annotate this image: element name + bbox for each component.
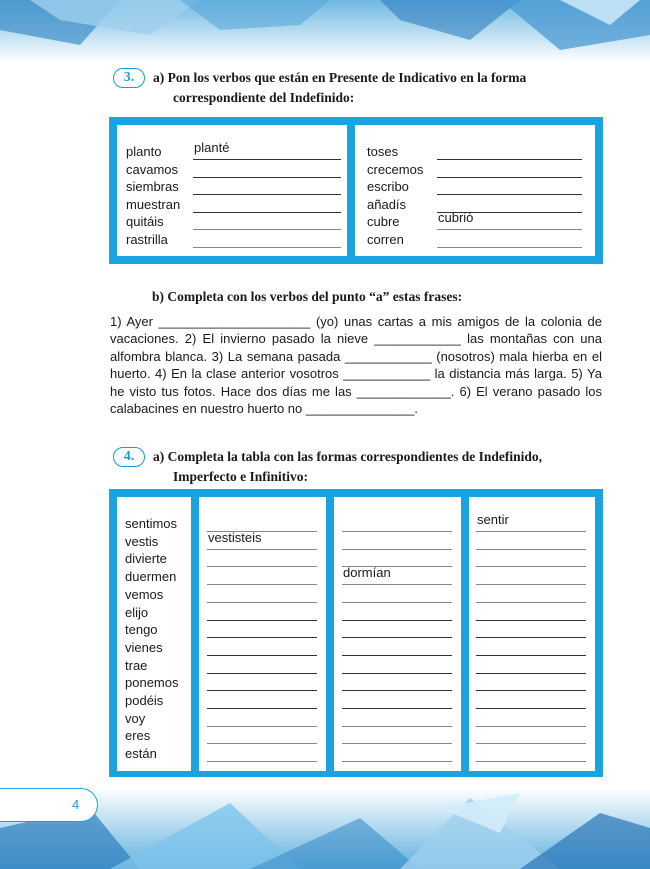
list-item: crecemos	[355, 161, 595, 179]
list-item: corren	[355, 231, 595, 249]
list-item: escribo	[355, 178, 595, 196]
list-item: trae	[125, 657, 148, 673]
answer-blank[interactable]	[207, 761, 317, 762]
list-item: tengo	[125, 622, 158, 638]
list-item: voy	[125, 710, 146, 726]
list-item: duermen	[125, 569, 177, 585]
exercise-3-heading	[113, 68, 526, 108]
exercise-3b-text: 1) Ayer _____________________ (yo) unas cartas a mis amigos de la colonia de vacaciones. 2) El invierno pasado la nieve ____________ las montañas con una alfombra blanca. 3) La semana pasada ____________ (nosotros) mala hierba en el huerto. 4) En la clase anterior vosotros ____________ la distancia más larga. 5) Ya he visto tus fotos. Hace dos días me las _____________. 6) El verano pasado los calabacines en nuestro huerto no _______________.	[110, 314, 602, 417]
answer-blank[interactable]	[476, 761, 586, 762]
exercise-3-left-panel	[117, 125, 347, 256]
answer-blank[interactable]	[342, 761, 452, 762]
exercise-3a-instruction: a) Pon los verbos que están en Presente de Indicativo en la forma	[153, 70, 527, 85]
list-item: eres	[125, 728, 151, 744]
list-item: están	[125, 746, 157, 762]
list-item: rastrilla	[117, 231, 347, 249]
answer-blank[interactable]: cubrió	[437, 229, 582, 230]
list-item: ponemos	[125, 675, 179, 691]
exercise-4a-instruction-cont: Imperfecto e Infinitivo:	[173, 469, 308, 484]
list-item: elijo	[125, 604, 149, 620]
top-decorative-banner	[0, 0, 650, 62]
exercise-3b-instruction: b) Completa con los verbos del punto “a” estas frases:	[152, 289, 463, 304]
exercise-4-verb-column	[117, 497, 191, 771]
exercise-3-number: 3.	[113, 68, 145, 88]
exercise-4a-instruction: a) Completa la tabla con las formas correspondientes de Indefinido,	[153, 449, 543, 464]
exercise-3a-instruction-cont: correspondiente del Indefinido:	[173, 90, 355, 105]
answer-blank[interactable]: sentir	[476, 531, 586, 532]
exercise-4-imperfecto-column	[334, 497, 461, 771]
answer-blank[interactable]: planté	[193, 159, 341, 160]
exercise-4-infinitivo-column	[469, 497, 595, 771]
list-item: vienes	[125, 639, 163, 655]
list-item: planto planté	[117, 143, 347, 161]
list-item: toses	[355, 143, 595, 161]
page-number-tab	[0, 788, 98, 822]
exercise-4-indefinido-column	[199, 497, 326, 771]
list-item: muestran	[117, 196, 347, 214]
list-item: divierte	[125, 551, 167, 567]
exercise-4-number: 4.	[113, 447, 145, 467]
answer-blank[interactable]: dormían	[342, 584, 452, 585]
list-item: siembras	[117, 178, 347, 196]
exercise-4-heading	[113, 447, 542, 487]
list-item: vestis	[125, 533, 159, 549]
list-item: vemos	[125, 586, 164, 602]
answer-blank[interactable]	[193, 247, 341, 248]
answer-blank[interactable]: vestisteis	[207, 549, 317, 550]
list-item: sentimos	[125, 516, 178, 531]
list-item: cubre cubrió	[355, 213, 595, 231]
page-number: 4	[72, 797, 80, 812]
list-item: podéis	[125, 693, 164, 708]
answer-blank[interactable]	[437, 247, 582, 248]
exercise-3-right-panel	[355, 125, 595, 256]
list-item: quitáis	[117, 213, 347, 231]
exercise-3-table	[109, 117, 603, 264]
exercise-4-table	[109, 489, 603, 777]
list-item: añadís	[355, 196, 595, 214]
list-item: cavamos	[117, 161, 347, 179]
